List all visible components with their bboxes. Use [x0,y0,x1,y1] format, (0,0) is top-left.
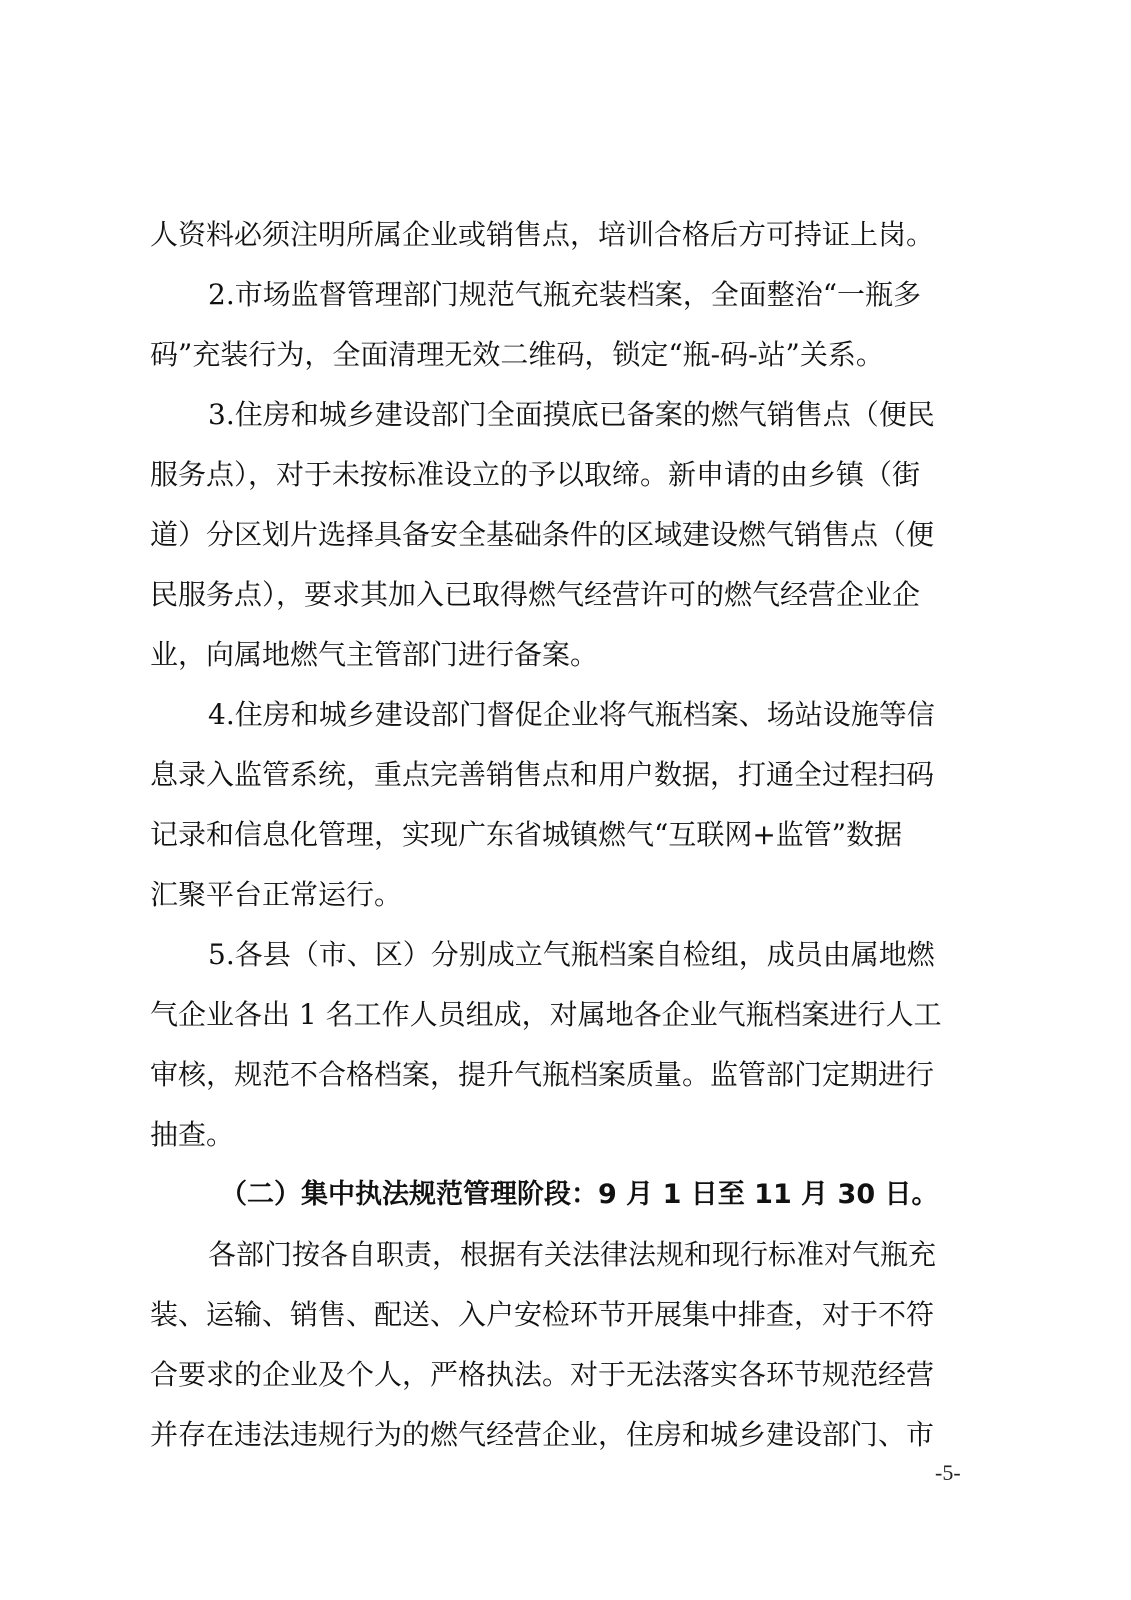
page-number: -5- [935,1460,961,1485]
text-line-5: 服务点），对于未按标准设立的予以取缔。新申请的由乡镇（街 [150,458,921,491]
text-line-6: 道）分区划片选择具备安全基础条件的区域建设燃气销售点（便 [150,518,935,551]
text-line-2: 2.市场监督管理部门规范气瓶充装档案，全面整治“一瓶多 [208,278,922,311]
text-line-4: 3.住房和城乡建设部门全面摸底已备案的燃气销售点（便民 [208,398,935,431]
text-line-3: 码”充装行为，全面清理无效二维码，锁定“瓶-码-站”关系。 [150,338,884,371]
text-line-18: 各部门按各自职责，根据有关法律法规和现行标准对气瓶充 [208,1238,937,1271]
text-line-7: 民服务点），要求其加入已取得燃气经营许可的燃气经营企业企 [150,578,921,611]
text-line-10: 息录入监管系统，重点完善销售点和用户数据，打通全过程扫码 [150,758,935,791]
section-heading: （二）集中执法规范管理阶段：9 月 1 日至 11 月 30 日。 [220,1179,939,1210]
text-line-15: 审核，规范不合格档案，提升气瓶档案质量。监管部门定期进行 [150,1058,935,1091]
text-line-1: 人资料必须注明所属企业或销售点，培训合格后方可持证上岗。 [150,218,935,251]
text-line-11: 记录和信息化管理，实现广东省城镇燃气“互联网+监管”数据 [150,818,903,851]
text-line-14: 气企业各出 1 名工作人员组成，对属地各企业气瓶档案进行人工 [150,998,942,1031]
text-line-13: 5.各县（市、区）分别成立气瓶档案自检组，成员由属地燃 [208,938,935,971]
text-line-9: 4.住房和城乡建设部门督促企业将气瓶档案、场站设施等信 [208,698,935,731]
text-line-16: 抽查。 [150,1118,235,1151]
text-line-19: 装、运输、销售、配送、入户安检环节开展集中排查，对于不符 [150,1298,935,1331]
text-line-12: 汇聚平台正常运行。 [150,878,403,911]
document-body [150,205,980,1465]
text-line-8: 业，向属地燃气主管部门进行备案。 [150,638,599,671]
text-line-20: 合要求的企业及个人，严格执法。对于无法落实各环节规范经营 [150,1358,935,1391]
text-line-21: 并存在违法违规行为的燃气经营企业，住房和城乡建设部门、市 [150,1418,935,1451]
